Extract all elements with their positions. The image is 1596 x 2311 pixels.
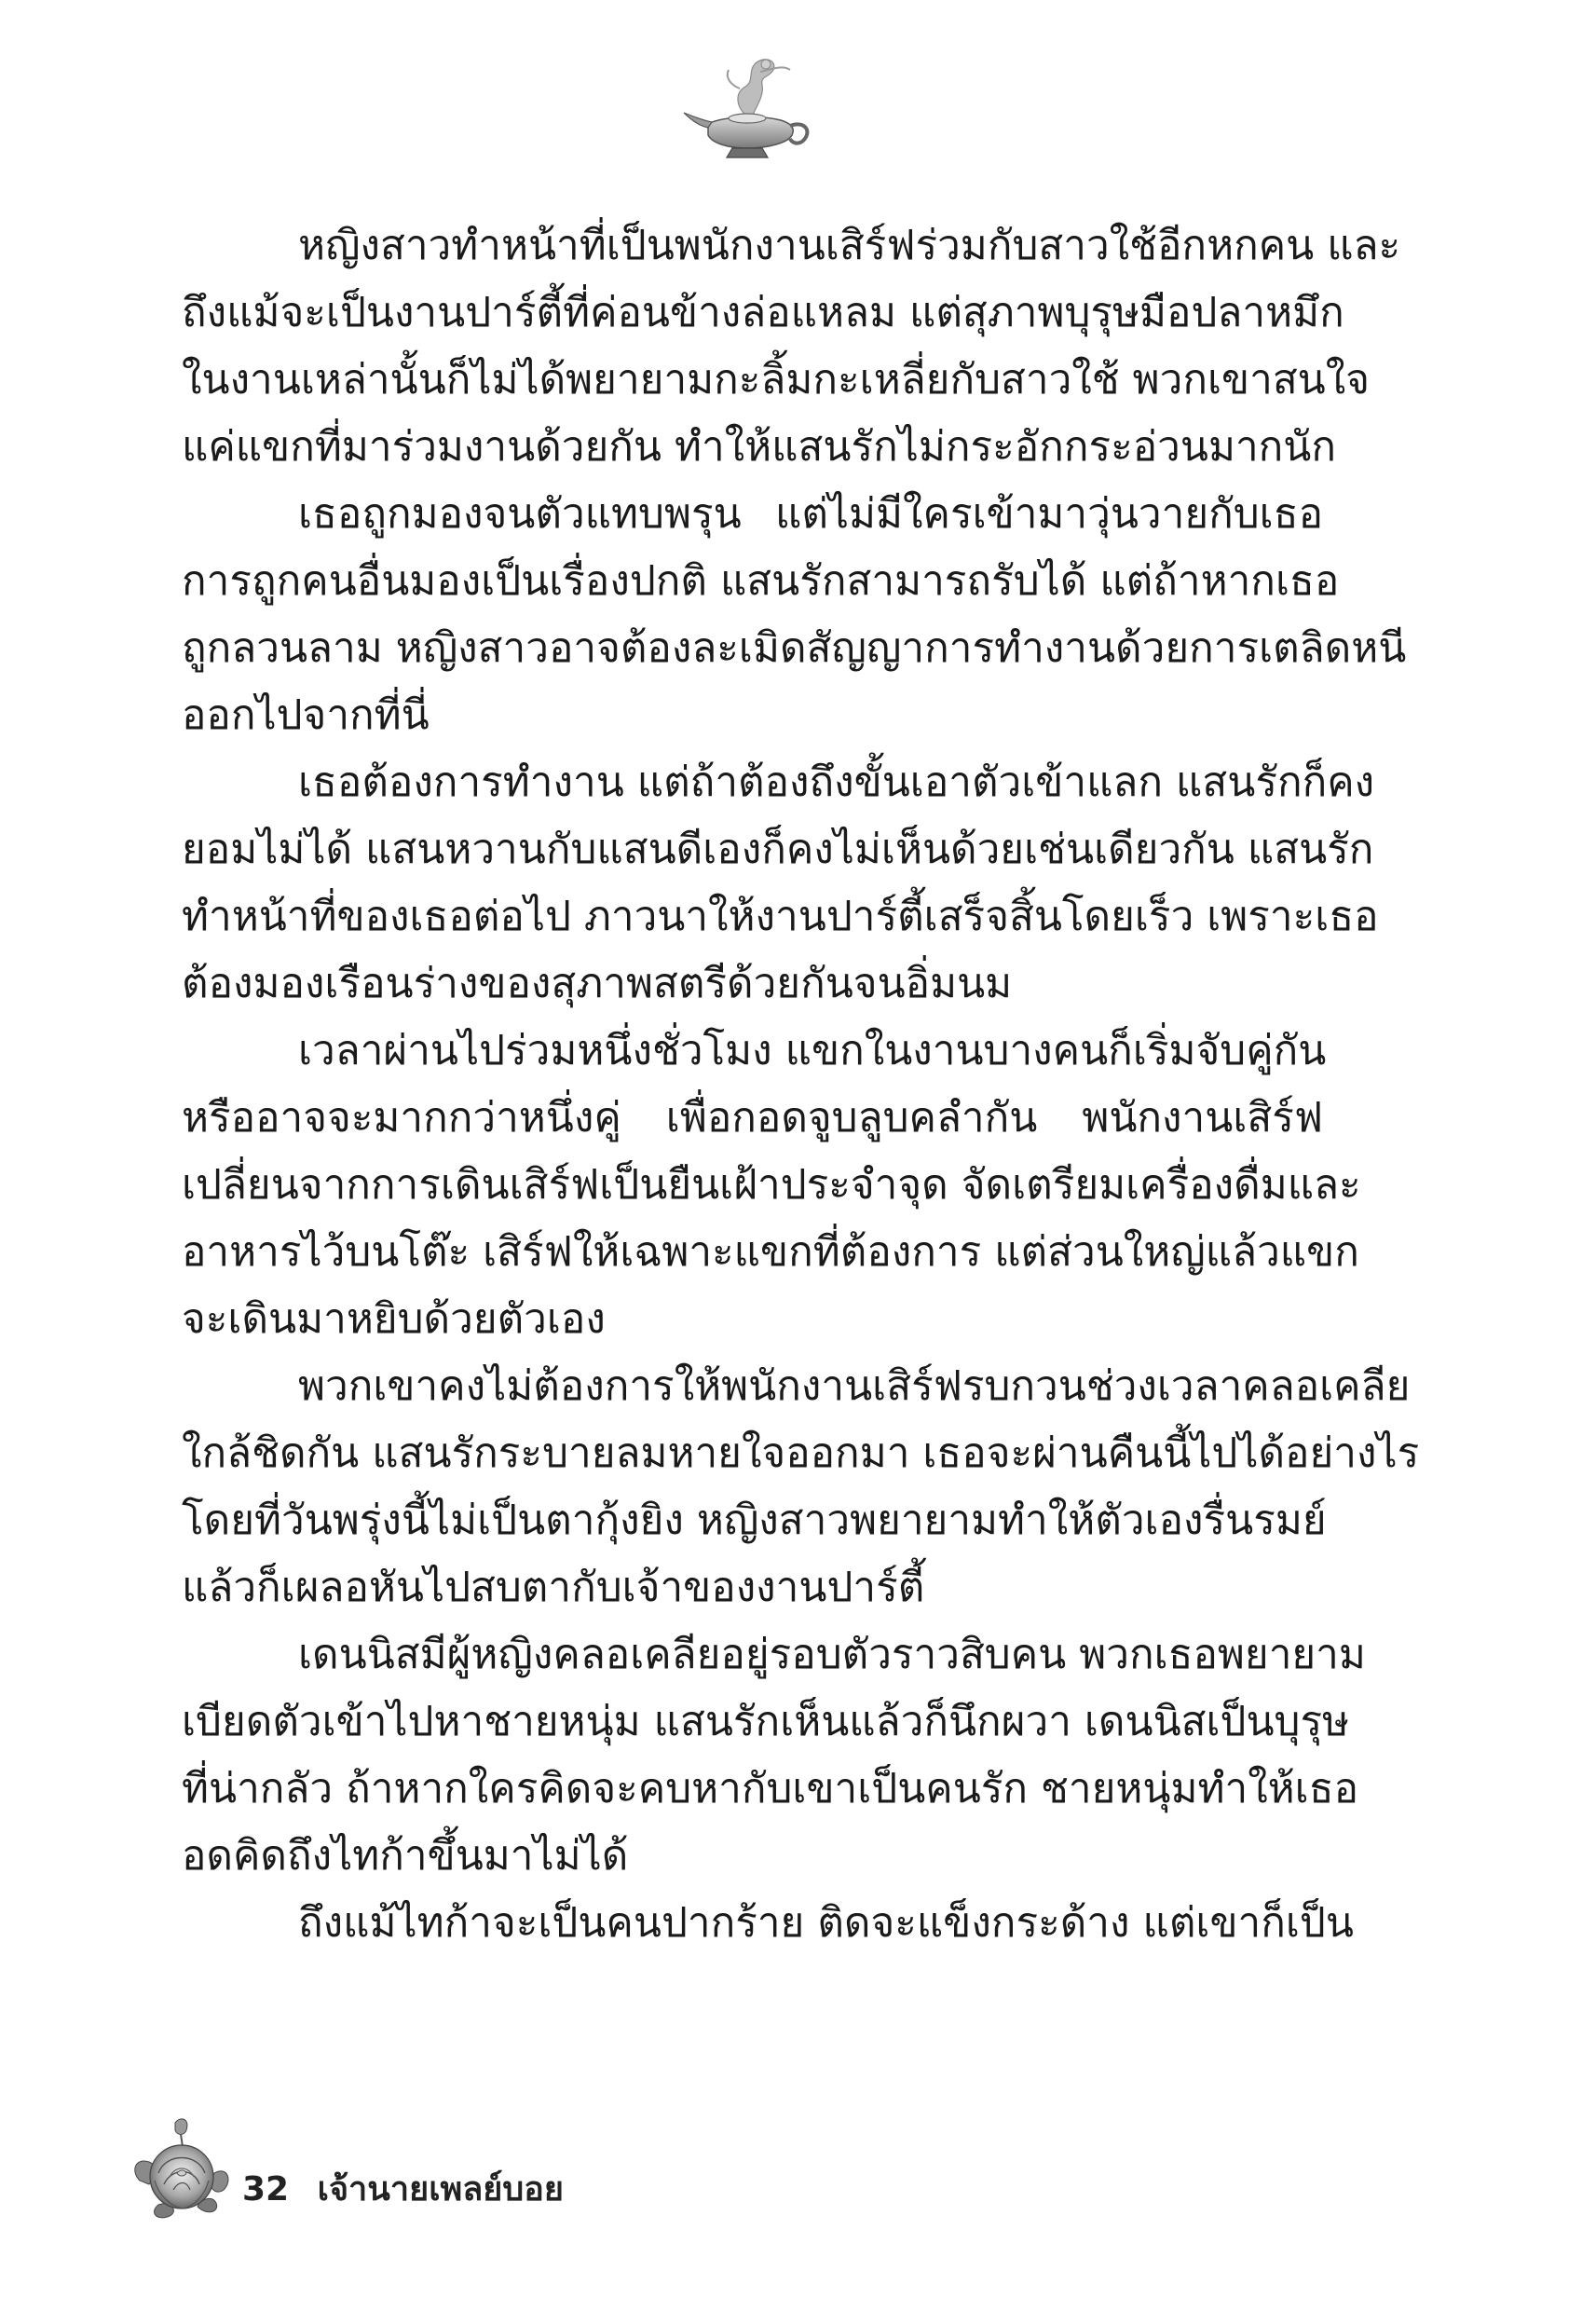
text-line: การถูกคนอื่นมองเป็นเรื่องปกติ แสนรักสามารถรับได้ แต่ถ้าหากเธอ (182, 557, 1340, 605)
text-line: อดคิดถึงไทก้าขึ้นมาไม่ได้ (182, 1832, 629, 1880)
text-line: จะเดินมาหยิบด้วยตัวเอง (182, 1295, 606, 1343)
text-line: เธอถูกมองจนตัวแทบพรุน แต่ไม่มีใครเข้ามาวุ่นวายกับเธอ (298, 490, 1323, 538)
text-line: ออกไปจากที่นี่ (182, 691, 430, 739)
page-number: 32 (242, 2170, 290, 2208)
text-line: ที่น่ากลัว ถ้าหากใครคิดจะคบหากับเขาเป็นคนรัก ชายหนุ่มทำให้เธอ (182, 1765, 1359, 1812)
text-line: หญิงสาวทำหน้าที่เป็นพนักงานเสิร์ฟร่วมกับสาวใช้อีกหกคน และ (298, 222, 1401, 269)
text-line: ยอมไม่ได้ แสนหวานกับแสนดีเองก็คงไม่เห็นด้วยเช่นเดียวกัน แสนรัก (182, 826, 1374, 873)
paragraph-6 (182, 1621, 1366, 1890)
body-text (182, 212, 1420, 1957)
paragraph-3 (182, 749, 1379, 1018)
text-line: ถึงแม้จะเป็นงานปาร์ตี้ที่ค่อนข้างล่อแหลม แต่สุภาพบุรุษมือปลาหมึก (182, 289, 1344, 336)
paragraph-5 (182, 1353, 1420, 1621)
text-line: ถูกลวนลาม หญิงสาวอาจต้องละเมิดสัญญาการทำงานด้วยการเตลิดหนี (182, 624, 1407, 672)
paragraph-7 (182, 1890, 1354, 1957)
text-line: พวกเขาคงไม่ต้องการให้พนักงานเสิร์ฟรบกวนช่วงเวลาคลอเคลีย (298, 1362, 1411, 1410)
paragraph-4 (182, 1018, 1361, 1353)
text-line: เบียดตัวเข้าไปหาชายหนุ่ม แสนรักเห็นแล้วก็นึกผวา เดนนิสเป็นบุรุษ (182, 1698, 1350, 1745)
text-line: อาหารไว้บนโต๊ะ เสิร์ฟให้เฉพาะแขกที่ต้องการ แต่ส่วนใหญ่แล้วแขก (182, 1228, 1359, 1276)
footer-label (242, 2162, 564, 2215)
text-line: ต้องมองเรือนร่างของสุภาพสตรีด้วยกันจนอิ่มนม (182, 960, 1013, 1007)
book-title: เจ้านายเพลย์บอย (317, 2170, 564, 2208)
genie-lamp-icon (680, 51, 820, 163)
text-line: เวลาผ่านไปร่วมหนึ่งชั่วโมง แขกในงานบางคนก็เริ่มจับคู่กัน (298, 1027, 1327, 1074)
paragraph-2 (182, 481, 1407, 749)
text-line: โดยที่วันพรุ่งนี้ไม่เป็นตากุ้งยิง หญิงสาวพยายามทำให้ตัวเองรื่นรมย์ (182, 1497, 1327, 1544)
paragraph-1 (182, 212, 1401, 481)
text-line: ใกล้ชิดกัน แสนรักระบายลมหายใจออกมา เธอจะผ่านคืนนี้ไปได้อย่างไร (182, 1429, 1420, 1477)
page-footer (130, 2115, 689, 2227)
text-line: เดนนิสมีผู้หญิงคลอเคลียอยู่รอบตัวราวสิบคน พวกเธอพยายาม (298, 1631, 1366, 1678)
text-line: ถึงแม้ไทก้าจะเป็นคนปากร้าย ติดจะแข็งกระด้าง แต่เขาก็เป็น (298, 1899, 1354, 1947)
rose-icon (130, 2115, 233, 2222)
text-line: แค่แขกที่มาร่วมงานด้วยกัน ทำให้แสนรักไม่กระอักกระอ่วนมากนัก (182, 423, 1337, 471)
text-line: เธอต้องการทำงาน แต่ถ้าต้องถึงขั้นเอาตัวเข้าแลก แสนรักก็คง (298, 759, 1375, 806)
text-line: แล้วก็เผลอหันไปสบตากับเจ้าของงานปาร์ตี้ (182, 1564, 925, 1611)
text-line: หรืออาจจะมากกว่าหนึ่งคู่ เพื่อกอดจูบลูบคลำกัน พนักงานเสิร์ฟ (182, 1094, 1323, 1142)
text-line: ในงานเหล่านั้นก็ไม่ได้พยายามกะลิ้มกะเหลี่ยกับสาวใช้ พวกเขาสนใจ (182, 356, 1371, 403)
text-line: ทำหน้าที่ของเธอต่อไป ภาวนาให้งานปาร์ตี้เสร็จสิ้นโดยเร็ว เพราะเธอ (182, 893, 1379, 940)
text-line: เปลี่ยนจากการเดินเสิร์ฟเป็นยืนเฝ้าประจำจุด จัดเตรียมเครื่องดื่มและ (182, 1161, 1361, 1209)
